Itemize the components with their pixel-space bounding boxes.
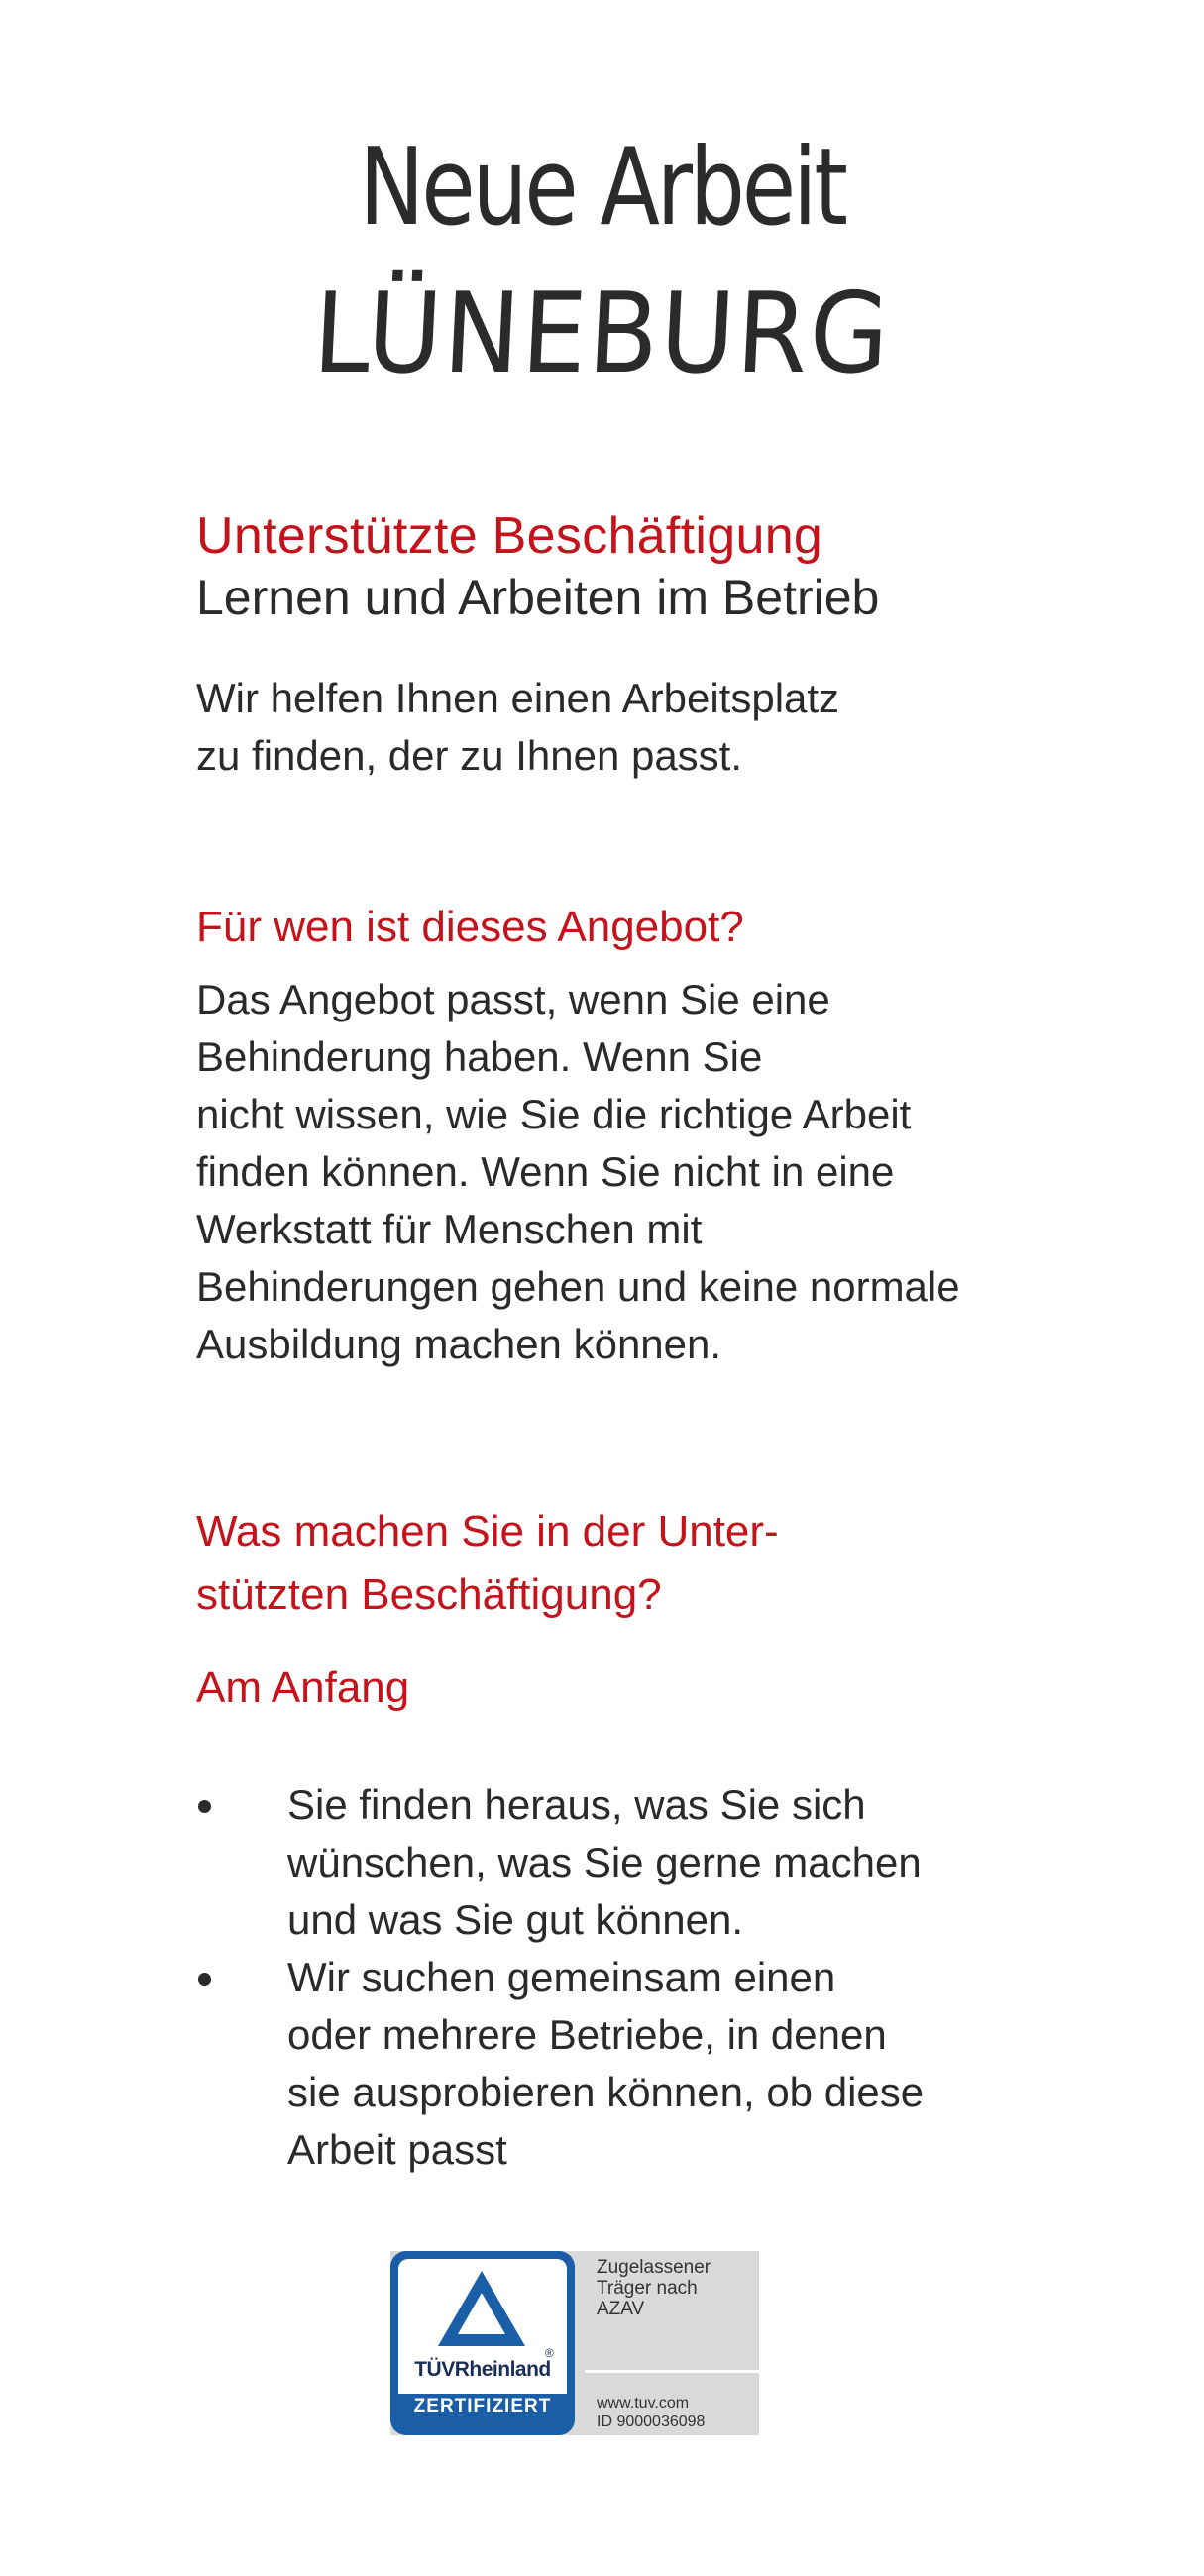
registered-mark: ® — [545, 2346, 554, 2360]
certificate-description — [597, 2257, 711, 2319]
certificate-line: Träger nach — [597, 2278, 698, 2299]
bullet-list — [196, 1776, 1088, 2179]
certificate-url: www.tuv.com — [597, 2395, 690, 2412]
intro-line: Wir helfen Ihnen einen Arbeitsplatz — [196, 675, 840, 721]
section-paragraph-target-group — [196, 971, 1088, 1373]
certificate-id: ID 9000036098 — [597, 2414, 706, 2430]
bullet-icon — [198, 1973, 211, 1986]
list-item-line: Sie finden heraus, was Sie sich — [287, 1780, 866, 1828]
list-item — [196, 1776, 1088, 1949]
subheading-am-anfang: Am Anfang — [196, 1664, 410, 1712]
heading-line: stützten Beschäftigung? — [196, 1570, 662, 1619]
tuv-triangle-icon — [436, 2269, 527, 2348]
paragraph-line: Behinderung haben. Wenn Sie — [196, 1033, 763, 1080]
paragraph-line: finden können. Wenn Sie nicht in eine — [196, 1148, 895, 1195]
tuv-certified-label: ZERTIFIZIERT — [413, 2396, 552, 2416]
certificate-divider — [585, 2370, 759, 2373]
section-heading-activities — [196, 1500, 1088, 1627]
certificate-line: AZAV — [597, 2299, 645, 2319]
tuv-seal — [390, 2251, 575, 2435]
list-item-line: oder mehrere Betriebe, in denen — [287, 2010, 887, 2058]
list-item — [196, 1949, 1088, 2179]
paragraph-line: Das Angebot passt, wenn Sie eine — [196, 976, 830, 1022]
main-content — [196, 505, 1088, 2179]
logo-line-lueneburg: LÜNEBURG — [310, 269, 894, 398]
page-subtitle: Lernen und Arbeiten im Betrieb — [196, 570, 880, 625]
list-item-line: wünschen, was Sie gerne machen — [287, 1838, 922, 1885]
page-title: Unterstützte Beschäftigung — [196, 507, 823, 565]
list-item-line: Wir suchen gemeinsam einen — [287, 1953, 836, 2000]
certification-badge — [390, 2251, 759, 2435]
bullet-icon — [198, 1800, 211, 1813]
logo-line-neue-arbeit: Neue Arbeit — [359, 126, 845, 250]
list-item-line: und was Sie gut können. — [287, 1895, 743, 1943]
paragraph-line: Ausbildung machen können. — [196, 1321, 722, 1367]
heading-line: Was machen Sie in der Unter- — [196, 1507, 779, 1556]
section-heading-target-group: Für wen ist dieses Angebot? — [196, 903, 744, 951]
paragraph-line: Behinderungen gehen und keine normale — [196, 1263, 960, 1310]
logo — [0, 126, 1204, 398]
tuv-brand: TÜVRheinland — [414, 2358, 551, 2381]
intro-line: zu finden, der zu Ihnen passt. — [196, 732, 743, 779]
certificate-line: Zugelassener — [597, 2257, 711, 2278]
list-item-line: sie ausprobieren können, ob diese — [287, 2068, 925, 2115]
paragraph-line: Werkstatt für Menschen mit — [196, 1206, 703, 1252]
paragraph-line: nicht wissen, wie Sie die richtige Arbeit — [196, 1091, 912, 1137]
intro-paragraph — [196, 670, 1088, 785]
certificate-footer — [597, 2394, 705, 2431]
list-item-line: Arbeit passt — [287, 2125, 507, 2173]
